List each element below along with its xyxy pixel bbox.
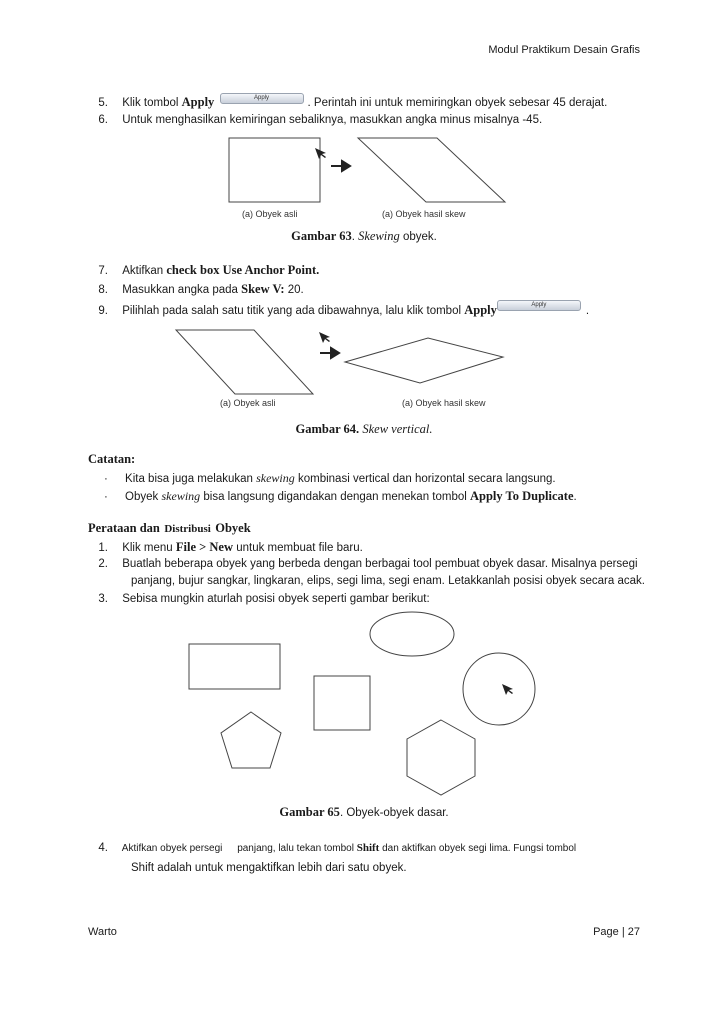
skewed-parallelogram	[358, 138, 505, 202]
arrow-right-icon	[331, 161, 350, 171]
notes-title: Catatan:	[88, 452, 136, 466]
figure-label-left: (a) Obyek asli	[242, 209, 298, 219]
circle-shape	[463, 653, 535, 725]
figure-65-caption: Gambar 65. Obyek-obyek dasar.	[279, 805, 449, 819]
note-item: · Kita bisa juga melakukan skewing kombinasi vertical dan horizontal secara langsung.	[104, 471, 556, 485]
original-parallelogram	[176, 330, 313, 394]
bullet: ·	[104, 491, 108, 503]
vertical-skewed-shape	[345, 338, 503, 383]
cursor-icon	[319, 332, 330, 343]
figure-65-illustration	[180, 608, 540, 803]
arrow-right-icon	[320, 348, 339, 358]
apply-button[interactable]: Apply	[220, 93, 304, 104]
figure-64-illustration	[170, 326, 510, 412]
figure-label-left: (a) Obyek asli	[220, 398, 276, 408]
original-rectangle	[229, 138, 320, 202]
step-9: 9. Pilihlah pada salah satu titik yang ada dibawahnya, lalu klik tombol Apply Apply .	[98, 302, 590, 317]
pentagon-shape	[221, 712, 281, 768]
footer-page: Page | 27	[593, 926, 640, 938]
apply-button-2[interactable]: Apply	[497, 300, 581, 311]
section-step-2-cont: panjang, bujur sangkar, lingkaran, elips, segi lima, segi enam. Letakkanlah posisi obyek secara acak.	[131, 575, 645, 587]
section-step-1: 1. Klik menu File > New untuk membuat file baru.	[98, 540, 363, 554]
rectangle-shape	[189, 644, 280, 689]
square-shape	[314, 676, 370, 730]
section-title: Perataan dan Distribusi Obyek	[88, 521, 251, 535]
figure-label-right: (a) Obyek hasil skew	[382, 209, 466, 219]
step-8: 8. Masukkan angka pada Skew V: 20.	[98, 282, 304, 296]
footer-author: Warto	[88, 926, 117, 938]
step-6: 6. Untuk menghasilkan kemiringan sebaliknya, masukkan angka minus misalnya -45.	[98, 114, 543, 126]
step-7: 7. Aktifkan check box Use Anchor Point.	[98, 263, 320, 277]
ellipse-shape	[370, 612, 454, 656]
section-step-3: 3. Sebisa mungkin aturlah posisi obyek seperti gambar berikut:	[98, 593, 430, 605]
figure-63-illustration	[222, 133, 512, 225]
cursor-icon	[502, 684, 513, 695]
hexagon-shape	[407, 720, 475, 795]
step-number: 5.	[98, 97, 108, 109]
section-step-2: 2. Buatlah beberapa obyek yang berbeda dengan berbagai tool pembuat obyek dasar. Misalnya persegi	[98, 558, 638, 570]
figure-64-caption: Gambar 64. Skew vertical.	[295, 422, 433, 436]
figure-63-caption: Gambar 63. Skewing obyek.	[291, 229, 437, 243]
note-item: · Obyek skewing bisa langsung digandakan dengan menekan tombol Apply To Duplicate.	[104, 489, 577, 503]
section-step-4: 4. Aktifkan obyek persegi panjang, lalu tekan tombol Shift dan aktifkan obyek segi lima. Fungsi tombol	[98, 842, 577, 854]
step-5: 5. Klik tombol Apply Apply . Perintah ini untuk memiringkan obyek sebesar 45 derajat.	[88, 94, 607, 111]
bullet: ·	[104, 473, 108, 485]
section-step-4-cont: Shift adalah untuk mengaktifkan lebih dari satu obyek.	[131, 862, 407, 874]
figure-label-right: (a) Obyek hasil skew	[402, 398, 486, 408]
running-header: Modul Praktikum Desain Grafis	[488, 44, 640, 56]
